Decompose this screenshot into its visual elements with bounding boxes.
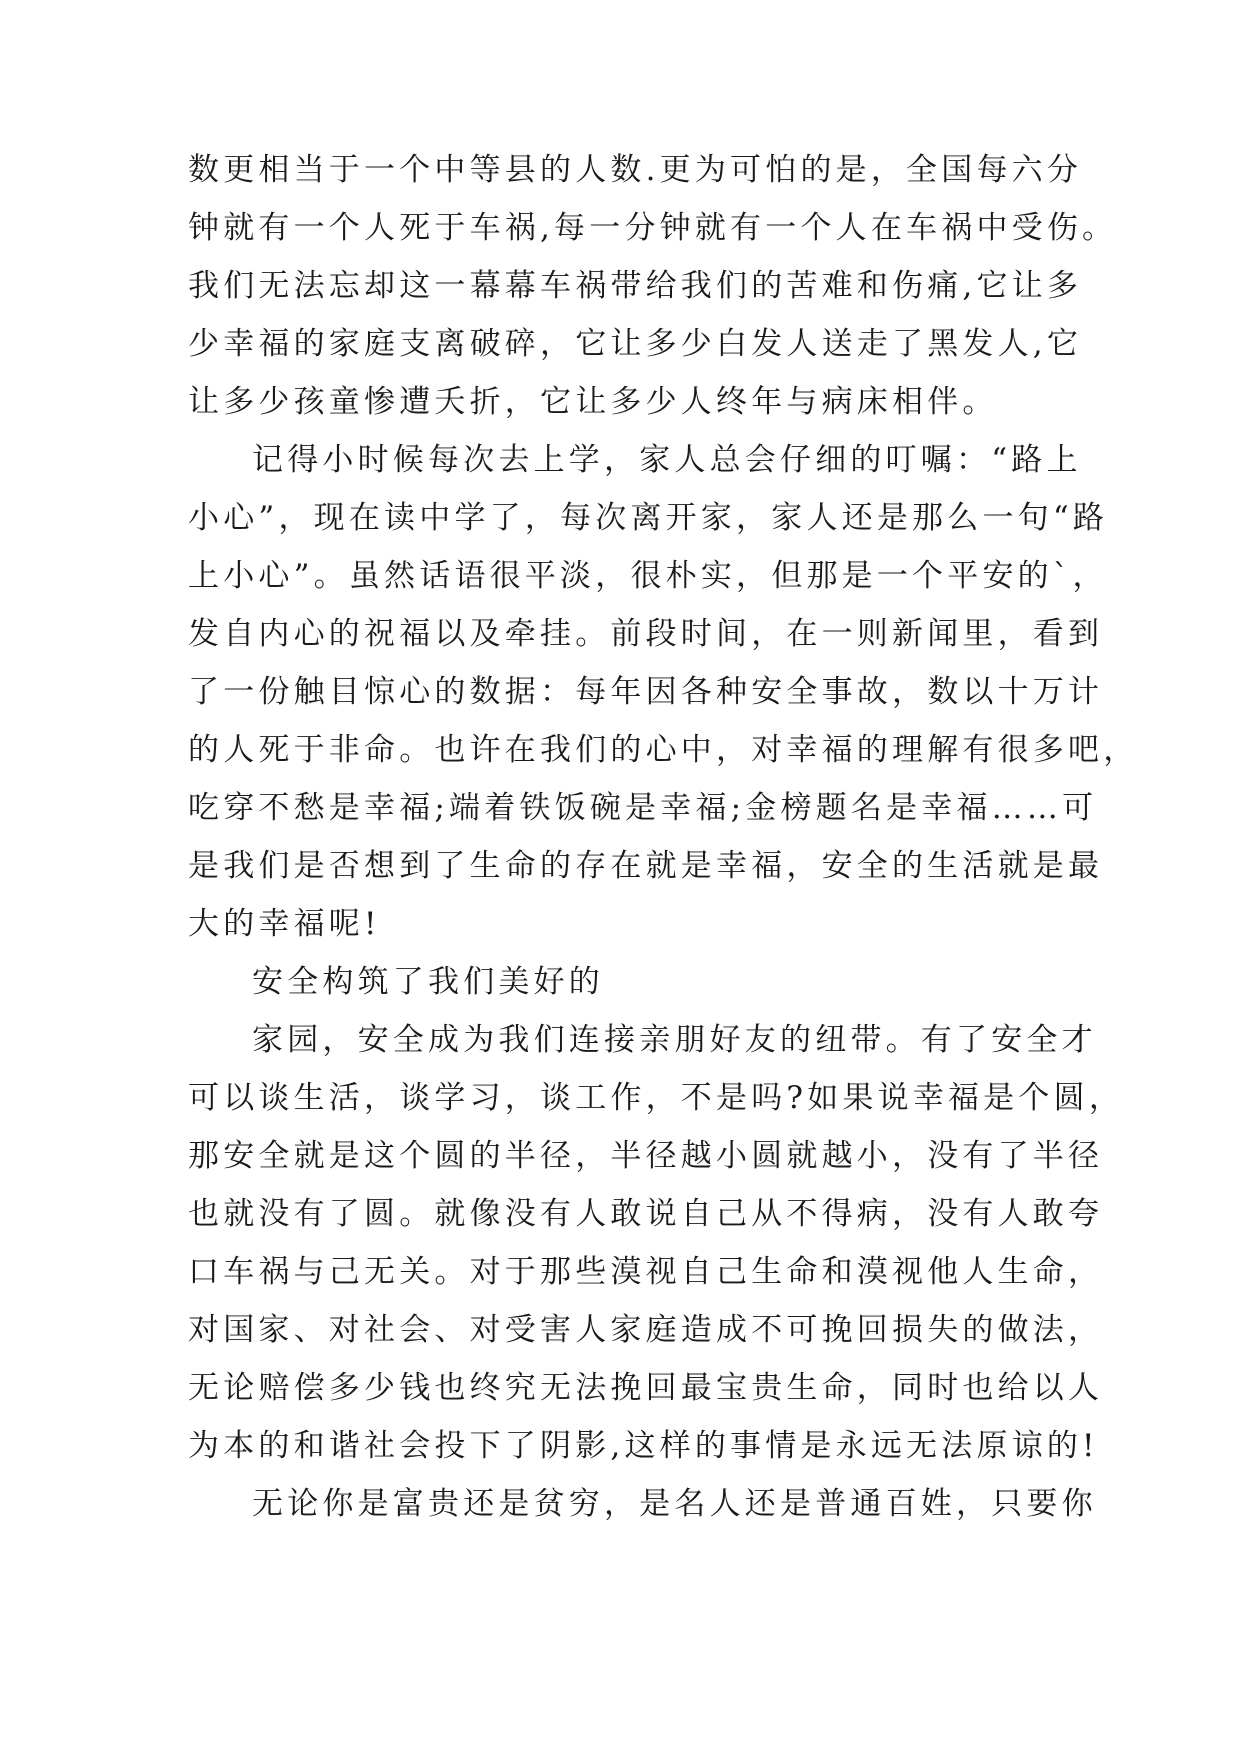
text-line: 那安全就是这个圆的半径，半径越小圆就越小，没有了半径 xyxy=(188,1138,1104,1174)
paragraph-start-line: 记得小时候每次去上学，家人总会仔细的叮嘱：“路上 xyxy=(252,442,1082,478)
text-line: 吃穿不愁是幸福;端着铁饭碗是幸福;金榜题名是幸福……可 xyxy=(188,790,1098,826)
text-line: 可以谈生活，谈学习，谈工作，不是吗?如果说幸福是个圆， xyxy=(188,1080,1125,1116)
text-line: 的人死于非命。也许在我们的心中，对幸福的理解有很多吧， xyxy=(188,732,1139,768)
text-line: 无论赔偿多少钱也终究无法挽回最宝贵生命，同时也给以人 xyxy=(188,1370,1104,1406)
paragraph-start-line: 家园，安全成为我们连接亲朋好友的纽带。有了安全才 xyxy=(252,1022,1097,1058)
text-line: 数更相当于一个中等县的人数.更为可怕的是，全国每六分 xyxy=(188,152,1083,188)
paragraph-start-line: 无论你是富贵还是贫穷，是名人还是普通百姓，只要你 xyxy=(252,1486,1097,1522)
text-line: 少幸福的家庭支离破碎，它让多少白发人送走了黑发人,它 xyxy=(188,326,1083,362)
text-line: 了一份触目惊心的数据：每年因各种安全事故，数以十万计 xyxy=(188,674,1104,710)
text-line: 钟就有一个人死于车祸,每一分钟就有一个人在车祸中受伤。 xyxy=(188,210,1118,246)
text-line: 上小心”。虽然话语很平淡，很朴实，但那是一个平安的`， xyxy=(188,558,1108,594)
text-line: 大的幸福呢! xyxy=(188,906,381,942)
text-line: 我们无法忘却这一幕幕车祸带给我们的苦难和伤痛,它让多 xyxy=(188,268,1083,304)
text-line: 为本的和谐社会投下了阴影,这样的事情是永远无法原谅的! xyxy=(188,1428,1099,1464)
text-line: 发自内心的祝福以及牵挂。前段时间，在一则新闻里，看到 xyxy=(188,616,1104,652)
text-line: 小心”，现在读中学了，每次离开家，家人还是那么一句“路 xyxy=(188,500,1109,536)
text-line: 是我们是否想到了生命的存在就是幸福，安全的生活就是最 xyxy=(188,848,1104,884)
text-line: 口车祸与己无关。对于那些漠视自己生命和漠视他人生命， xyxy=(188,1254,1104,1290)
text-line: 对国家、对社会、对受害人家庭造成不可挽回损失的做法， xyxy=(188,1312,1104,1348)
text-line: 也就没有了圆。就像没有人敢说自己从不得病，没有人敢夸 xyxy=(188,1196,1104,1232)
paragraph-start-line: 安全构筑了我们美好的 xyxy=(252,964,604,1000)
text-line: 让多少孩童惨遭夭折，它让多少人终年与病床相伴。 xyxy=(188,384,998,420)
